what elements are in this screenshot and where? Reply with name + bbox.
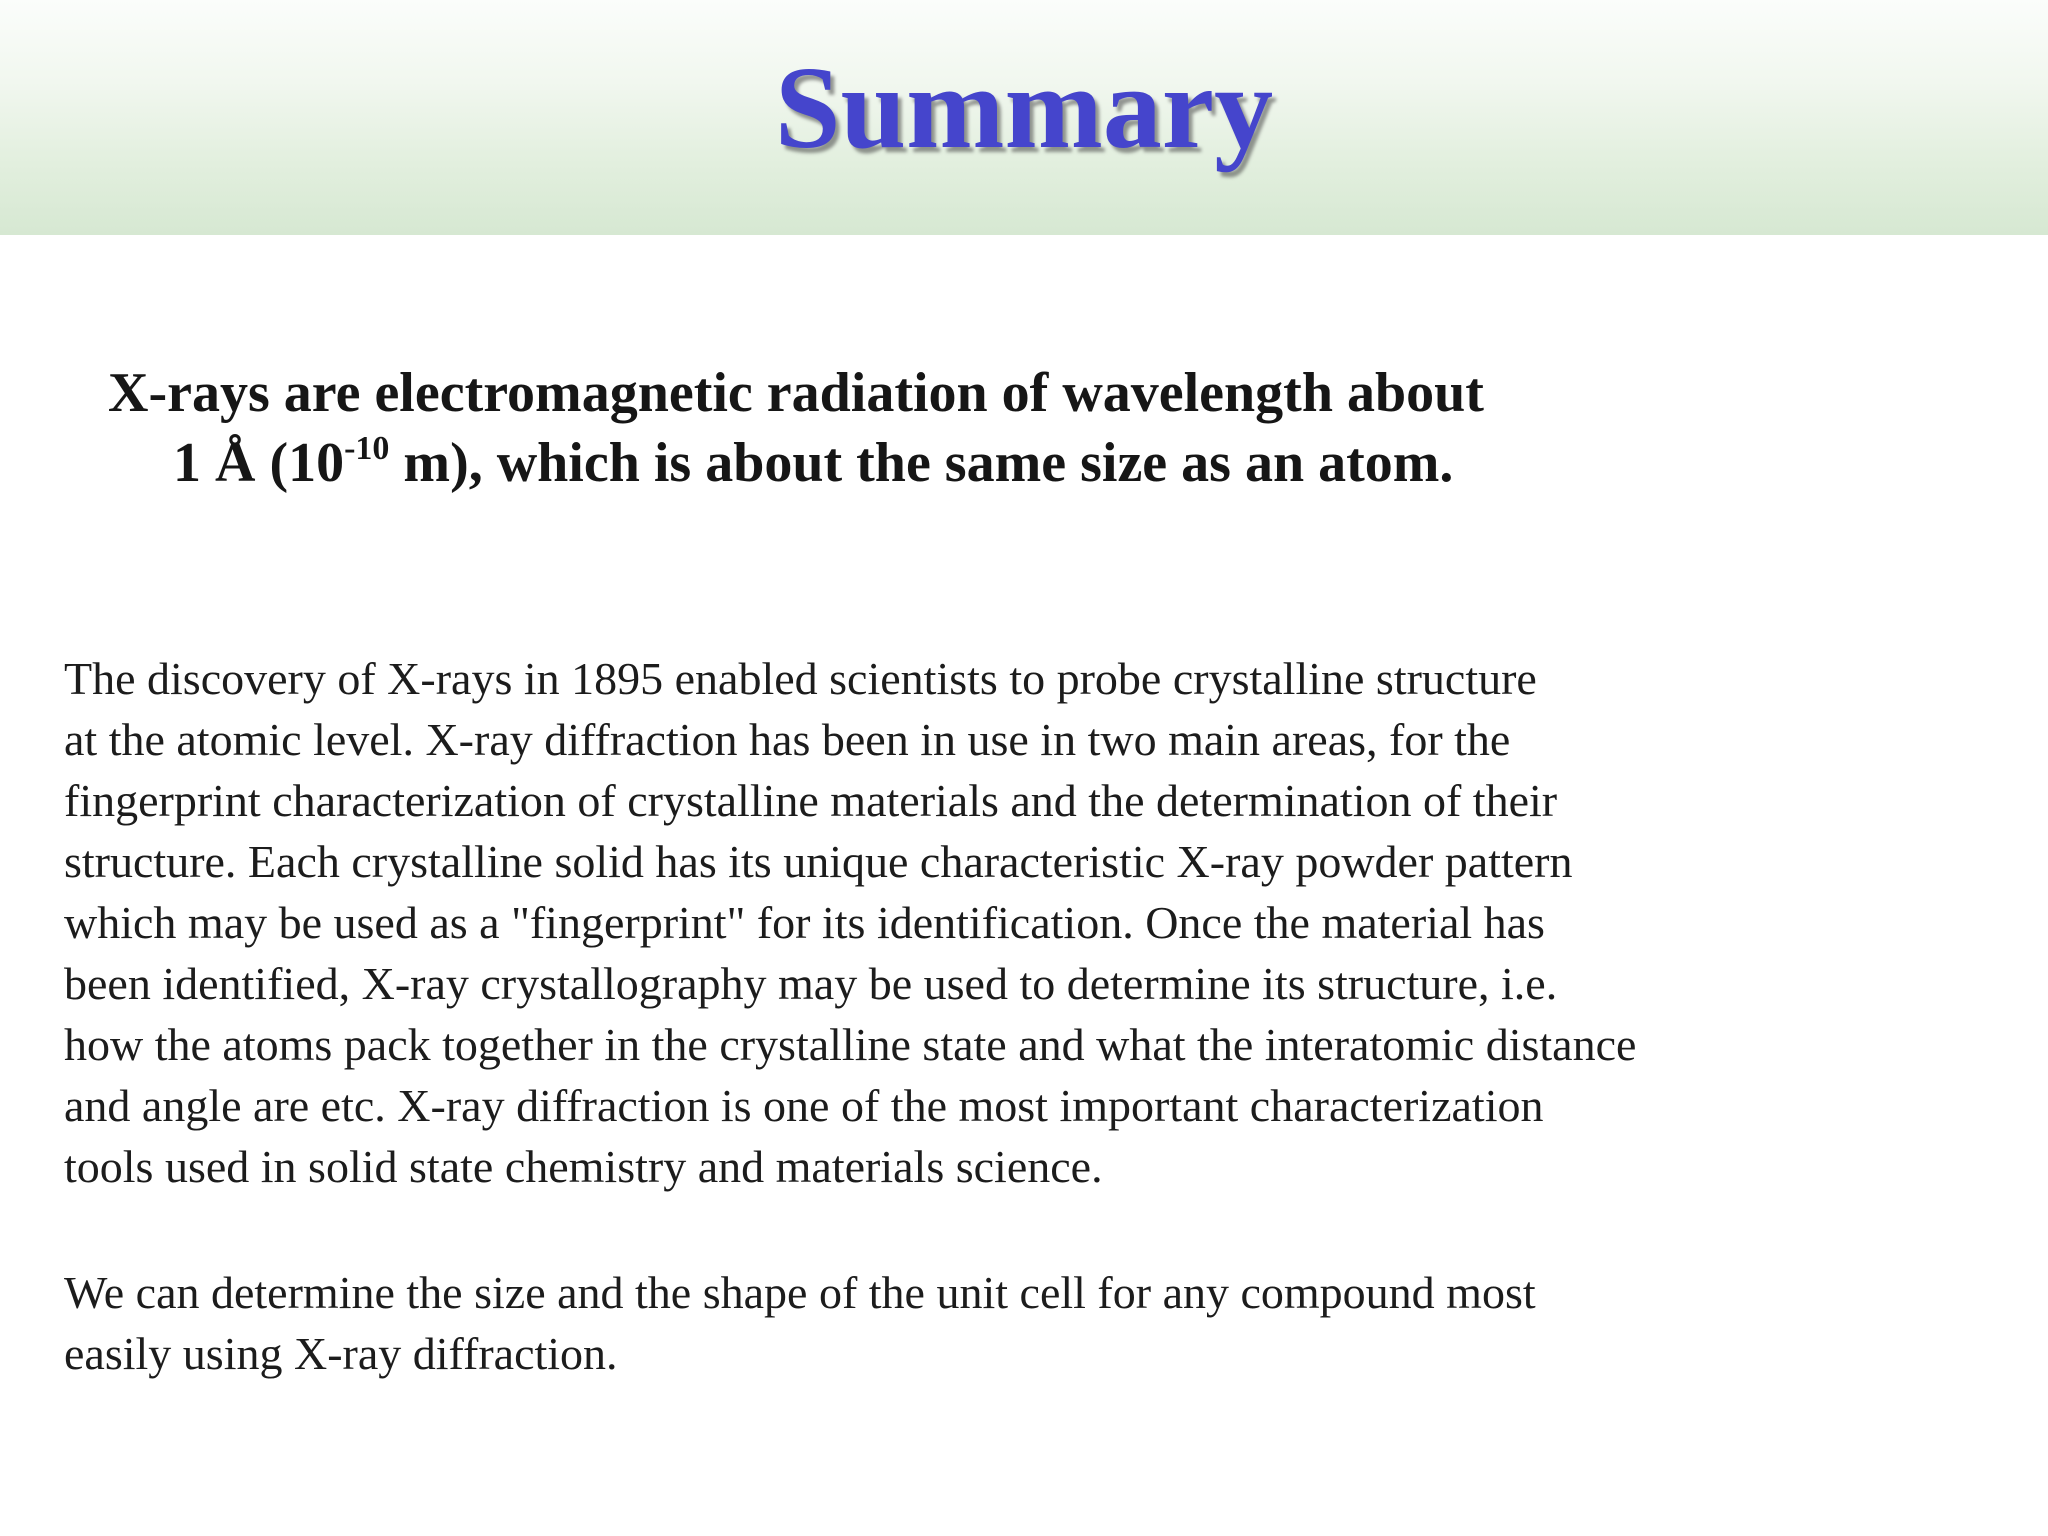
paragraph-line: and angle are etc. X-ray diffraction is one of the most important characterization — [64, 1080, 1544, 1131]
paragraph-line: We can determine the size and the shape of the unit cell for any compound most — [64, 1267, 1536, 1318]
paragraph-line: at the atomic level. X-ray diffraction has been in use in two main areas, for the — [64, 714, 1511, 765]
paragraph-line: been identified, X-ray crystallography may be used to determine its structure, i.e. — [64, 958, 1558, 1009]
paragraph-line: The discovery of X-rays in 1895 enabled scientists to probe crystalline structure — [64, 653, 1537, 704]
lead-line-2-end: m), which is about the same size as an atom. — [389, 432, 1454, 494]
lead-line-2-start: 1 Å (10 — [173, 432, 345, 494]
paragraph-line: which may be used as a "fingerprint" for its identification. Once the material has — [64, 897, 1545, 948]
paragraph-line: fingerprint characterization of crystalline materials and the determination of their — [64, 775, 1558, 826]
paragraph-line: structure. Each crystalline solid has its unique characteristic X-ray powder pattern — [64, 836, 1573, 887]
paragraph-line: how the atoms pack together in the crystalline state and what the interatomic distance — [64, 1019, 1637, 1070]
lead-line-2 — [108, 428, 2008, 498]
lead-statement — [108, 358, 2008, 498]
paragraph-line: tools used in solid state chemistry and materials science. — [64, 1141, 1103, 1192]
paragraph-line: easily using X-ray diffraction. — [64, 1328, 618, 1379]
paragraph-unit-cell — [64, 1262, 2024, 1384]
lead-line-1: X-rays are electromagnetic radiation of wavelength about — [108, 362, 1484, 424]
paragraph-xrd-overview — [64, 648, 2024, 1197]
slide-title: Summary — [774, 42, 1274, 173]
exponent: -10 — [344, 430, 390, 468]
